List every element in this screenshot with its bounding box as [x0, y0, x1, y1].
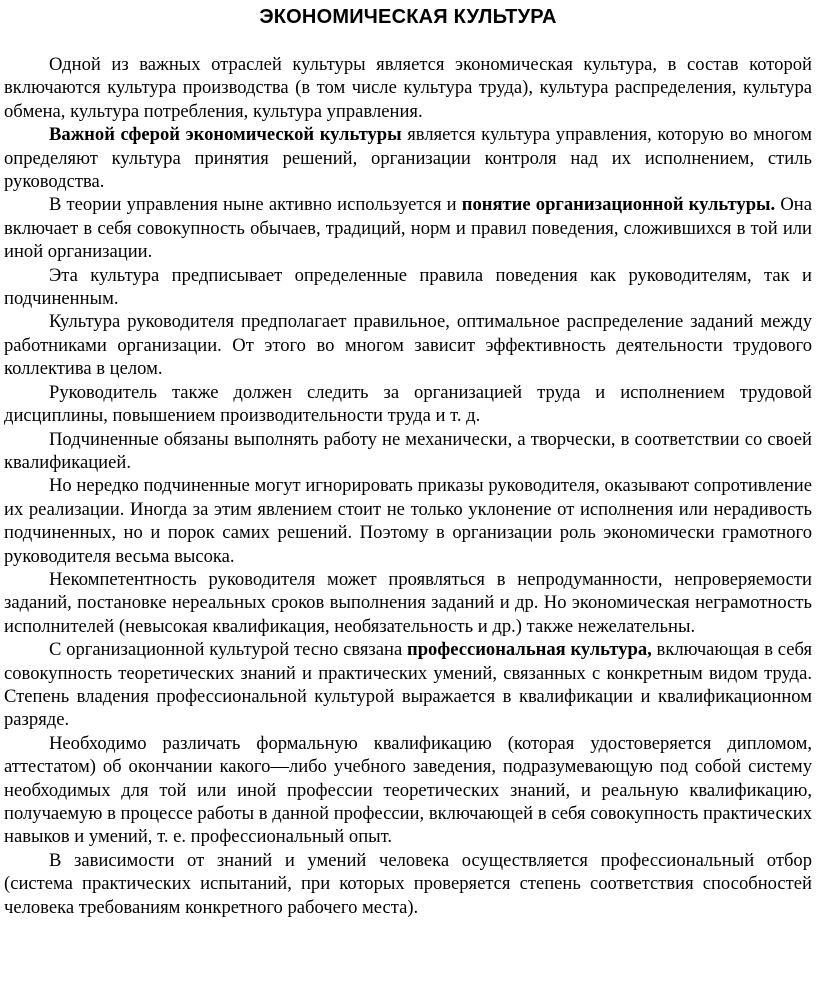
paragraph-8	[4, 474, 812, 568]
paragraph-text: Необходимо различать формальную квалификацию (которая удостоверяется дипломом, аттестатом) об окончании какого—либо учебного заведения, подразумевающую под собой систему необходимых для той или иной профессии теоретических знаний, и реальную квалификацию, получаемую в процессе работы в данной профессии, включающей в себя совокупность практических навыков и умений, т. е. профессиональный опыт.	[4, 732, 812, 848]
paragraph-3	[4, 193, 812, 263]
paragraph-10	[4, 638, 812, 732]
paragraph-text: Эта культура предписывает определенные правила поведения как руководителям, так и подчиненным.	[4, 264, 812, 310]
document-page	[4, 0, 812, 919]
bold-term: Важной сферой экономической культуры	[49, 124, 402, 146]
paragraph-6	[4, 381, 812, 428]
paragraph-text: С организационной культурой тесно связана	[49, 639, 407, 661]
paragraph-9	[4, 568, 812, 638]
paragraph-text: Одной из важных отраслей культуры является экономическая культура, в состав которой включаются культура производства (в том числе культура труда), культура распределения, культура обмена, культура потребления, культура управления.	[4, 54, 812, 122]
paragraph-text: В зависимости от знаний и умений человека осуществляется профессиональный отбор (система практических испытаний, при которых проверяется степень соответствия способностей человека требованиям конкретного рабочего места).	[4, 849, 812, 918]
paragraph-text: включающая в себя совокупность теоретических знаний и практических умений, связанных с конкретным видом труда. Степень владения профессиональной культурой выражается в квалификации и квалификационном разряде.	[4, 639, 813, 731]
bold-term: понятие организационной культуры.	[461, 194, 776, 216]
bold-term: профессиональная культура,	[407, 639, 652, 661]
paragraph-1	[4, 53, 812, 123]
paragraph-5	[4, 310, 812, 380]
paragraph-text: Она включает в себя совокупность обычаев, традиций, норм и правил поведения, сложившихся в той или иной организации.	[4, 194, 812, 263]
paragraph-7	[4, 428, 812, 475]
paragraph-11	[4, 732, 812, 849]
document-title: ЭКОНОМИЧЕСКАЯ КУЛЬТУРА	[259, 6, 557, 28]
paragraph-12	[4, 849, 812, 919]
paragraph-text: является культура управления, которую во многом определяют культура принятия решений, организации контроля над их исполнением, стиль руководства.	[4, 124, 812, 193]
paragraph-text: Некомпетентность руководителя может проявляться в непродуманности, непроверяемости заданий, постановке нереальных сроков выполнения заданий и др. Но экономическая неграмотность исполнителей (невысокая квалификация, необязательность и др.) также нежелательны.	[4, 568, 812, 637]
paragraph-2	[4, 123, 812, 193]
paragraph-text: Но нередко подчиненные могут игнорировать приказы руководителя, оказывают сопротивление их реализации. Иногда за этим явлением стоит не только уклонение от исполнения или нерадивость подчиненных, но и порок самих решений. Поэтому в организации роль экономически грамотного руководителя весьма высока.	[4, 475, 812, 567]
paragraph-text: В теории управления ныне активно используется и	[49, 194, 462, 216]
paragraph-text: Подчиненные обязаны выполнять работу не механически, а творчески, в соответствии со своей квалификацией.	[4, 428, 812, 473]
paragraph-text: Руководитель также должен следить за организацией труда и исполнением трудовой дисциплины, повышением производительности труда и т. д.	[4, 381, 812, 427]
paragraph-text: Культура руководителя предполагает правильное, оптимальное распределение заданий между работниками организации. От этого во многом зависит эффективность деятельности трудового коллектива в целом.	[4, 311, 812, 380]
paragraph-4	[4, 264, 812, 311]
